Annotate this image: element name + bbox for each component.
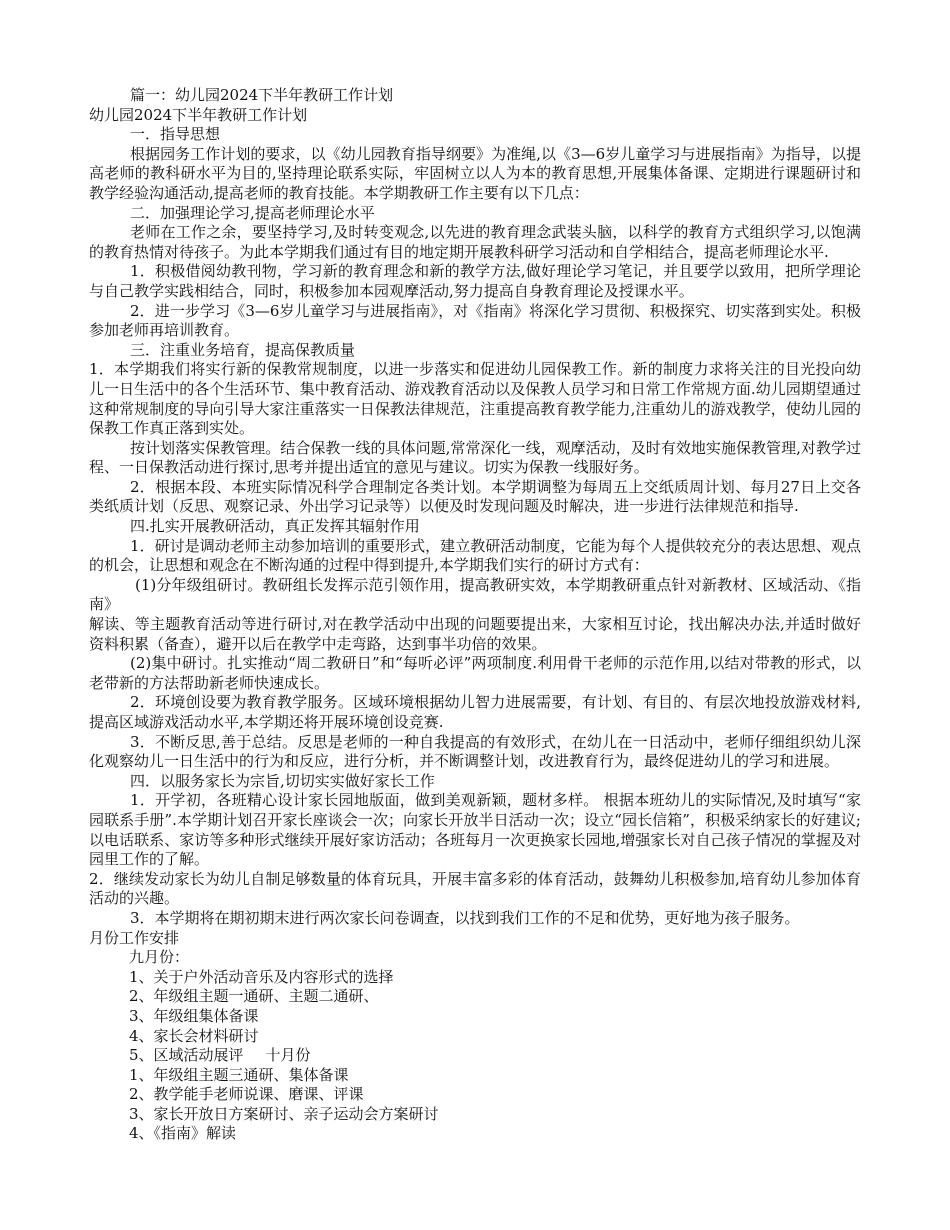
section-heading: 一．指导思想 (130, 125, 221, 144)
list-item: 1、关于户外活动音乐及内容形式的选择 (129, 967, 394, 986)
paragraph: 解读、等主题教育活动等进行研讨,对在教学活动中出现的问题要提出来，大家相互讨论，找出解决办法,并适时做好资料积累（备查），避开以后在教学中走弯路，达到事半功倍的效果。 (89, 615, 861, 653)
paragraph: 根据园务工作计划的要求，以《幼儿园教育指导纲要》为准绳,以《3—6岁儿童学习与进展指南》为指导，以提高老师的教科研水平为目的,坚持理论联系实际，牢固树立以人为本的教育思想,开展集体备课、定期进行课题研讨和教学经验沟通活动,提高老师的教育技能。本学期教研工作主要有以下几点： (89, 144, 861, 202)
section-heading: 三．注重业务培育，提高保教质量 (130, 340, 356, 359)
list-item-with-month (89, 1046, 861, 1066)
paragraph: (2)集中研讨。扎实推动“周二教研日”和“每听必评”两项制度.利用骨干老师的示范作用,以结对带教的形式，以老带新的方法帮助新老师快速成长。 (89, 654, 861, 692)
section-heading: 二．加强理论学习,提高老师理论水平 (130, 203, 375, 222)
paragraph: 2．继续发动家长为幼儿自制足够数量的体育玩具，开展丰富多彩的体育活动，鼓舞幼儿积极参加,培育幼儿参加体育活动的兴趣。 (89, 869, 861, 908)
paragraph: 2．根据本段、本班实际情况科学合理制定各类计划。本学期调整为每周五上交纸质周计划、每月27日上交各类纸质计划（反思、观察记录、外出学习记录等）以便及时发现问题及时解决，进一步进行法律规范和指导. (89, 477, 861, 516)
month-label: 九月份： (129, 948, 190, 967)
list-item: 4、家长会材料研讨 (129, 1026, 259, 1045)
paragraph: 3．本学期将在期初期末进行两次家长问卷调查，以找到我们工作的不足和优势，更好地为孩子服务。 (130, 908, 800, 927)
paragraph: 1．开学初，各班精心设计家长园地版面，做到美观新颖，题材多样。 根据本班幼儿的实际情况,及时填写“家园联系手册”.本学期计划召开家长座谈会一次；向家长开放半日活动一次；设立“园长信箱”，积极采纳家长的好建议;以电话联系、家访等多种形式继续开展好家访活动；各班每月一次更换家长园地,增强家长对自己孩子情况的掌握及对园里工作的了解。 (89, 791, 861, 869)
paragraph: 按计划落实保教管理。结合保教一线的具体问题,常常深化一线，观摩活动，及时有效地实施保教管理,对教学过程、一日保教活动进行探讨,思考并提出适宜的意见与建议。切实为保教一线服好务。 (89, 438, 861, 477)
list-item: 4、《指南》解读 (129, 1124, 237, 1143)
section-heading: 四.扎实开展教研活动，真正发挥其辐射作用 (130, 517, 420, 536)
paragraph: 3．不断反思,善于总结。反思是老师的一种自我提高的有效形式，在幼儿在一日活动中，老师仔细组织幼儿深化观察幼儿一日生活中的行为和反应，进行分析，并不断调整计划，改进教育行为，最终促进幼儿的学习和进展。 (89, 732, 861, 771)
paragraph: 1．积极借阅幼教刊物，学习新的教育理念和新的教学方法,做好理论学习笔记，并且要学以致用，把所学理论与自己教学实践相结合，同时，积极参加本园观摩活动,努力提高自身教育理论及授课水平。 (89, 262, 861, 300)
list-item: 3、家长开放日方案研讨、亲子运动会方案研讨 (129, 1104, 439, 1123)
paragraph: 1．研讨是调动老师主动参加培训的重要形式，建立教研活动制度，它能为每个人提供较充分的表达思想、观点的机会，让思想和观念在不断沟通的过程中得到提升,本学期我们实行的研讨方式有： (89, 536, 861, 575)
document-title: 篇一：幼儿园2024下半年教研工作计划 (130, 86, 394, 104)
document-subtitle: 幼儿园2024下半年教研工作计划 (89, 105, 308, 124)
month-label: 十月份 (265, 1046, 311, 1065)
section-heading: 月份工作安排 (89, 928, 180, 947)
list-item: 2、年级组主题一通研、主题二通研、 (129, 987, 379, 1006)
paragraph: 2．环境创设要为教育教学服务。区域环境根据幼儿智力进展需要，有计划、有目的、有层次地投放游戏材料,提高区域游戏活动水平,本学期还将开展环境创设竞赛. (89, 693, 861, 731)
paragraph: 1．本学期我们将实行新的保教常规制度，以进一步落实和促进幼儿园保教工作。新的制度力求将关注的目光投向幼儿一日生活中的各个生活环节、集中教育活动、游戏教育活动以及保教人员学习和日常工作常规方面.幼儿园期望通过这种常规制度的导向引导大家注重落实一日保教法律规范，注重提高教育教学能力,注重幼儿的游戏教学，使幼儿园的保教工作真正落到实处。 (89, 360, 861, 438)
list-item: 2、教学能手老师说课、磨课、评课 (129, 1085, 364, 1104)
paragraph: 老师在工作之余，要坚持学习,及时转变观念,以先进的教育理念武装头脑，以科学的教育方式组织学习,以饱满的教育热情对待孩子。为此本学期我们通过有目的地定期开展教科研学习活动和自学相结合，提高老师理论水平. (89, 223, 861, 261)
paragraph: 2．进一步学习《3—6岁儿童学习与进展指南》，对《指南》将深化学习贯彻、积极探究、切实落到实处。积极参加老师再培训教育。 (89, 301, 861, 340)
list-item: 5、区域活动展评 (129, 1046, 244, 1065)
paragraph: (1)分年级组研讨。教研组长发挥示范引领作用，提高教研实效，本学期教研重点针对新教材、区域活动、《指南》 (89, 575, 861, 614)
list-item: 1、年级组主题三通研、集体备课 (129, 1065, 349, 1084)
section-heading: 四．以服务家长为宗旨,切切实实做好家长工作 (130, 771, 435, 790)
list-item: 3、年级组集体备课 (129, 1006, 259, 1025)
document-body (89, 86, 861, 1144)
